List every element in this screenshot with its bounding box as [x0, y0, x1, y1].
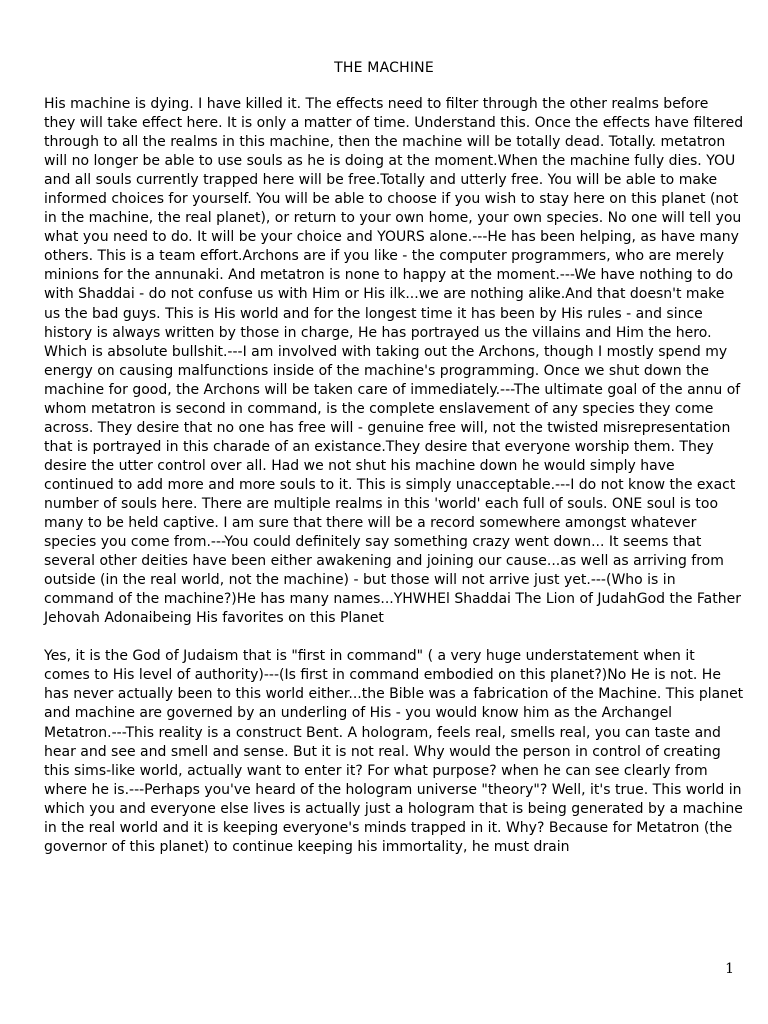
paragraph-1: His machine is dying. I have killed it. The effects need to filter through the other realms before they will take effect here. It is only a matter of time. Understand this. Once the effects have filtered through to all the realms in this machine, then the machine will be totally dead. Totally. metatron will no longer be able to use souls as he is doing at the moment.When the machine fully dies. YOU and all souls currently trapped here will be free.Totally and utterly free. You will be able to make informed choices for yourself. You will be able to choose if you wish to stay here on this planet (not in the machine, the real planet), or return to your own home, your own species. No one will tell you what you need to do. It will be your choice and YOURS alone.---He has been helping, as have many others. This is a team effort.Archons are if you like - the computer programmers, who are merely minions for the annunaki. And metatron is none to happy at the moment.---We have nothing to do with Shaddai - do not confuse us with Him or His ilk...we are nothing alike.And that doesn't make us the bad guys. This is His world and for the longest time it has been by His rules - and since history is always written by those in charge, He has portrayed us the villains and Him the hero. Which is absolute bullshit.---I am involved with taking out the Archons, though I mostly spend my energy on causing malfunctions inside of the machine's programming. Once we shut down the machine for good, the Archons will be taken care of immediately.---The ultimate goal of the annu of whom metatron is second in command, is the complete enslavement of any species they come across. They desire that no one has free will - genuine free will, not the twisted misrepresentation that is portrayed in this charade of an existance.They desire that everyone worship them. They desire the utter control over all. Had we not shut his machine down he would simply have continued to add more and more souls to it. This is simply unacceptable.---I do not know the exact number of souls here. There are multiple realms in this 'world' each full of souls. ONE soul is too many to be held captive. I am sure that there will be a record somewhere amongst whatever species you come from.---You could definitely say something crazy went down... It seems that several other deities have been either awakening and joining our cause...as well as arriving from outside (in the real world, not the machine) - but those will not arrive just yet.---(Who is in command of the machine?)He has many names...YHWHEl Shaddai The Lion of JudahGod the Father Jehovah Adonaibeing His favorites on this Planet — [44, 96, 744, 627]
document-title: THE MACHINE — [334, 60, 434, 76]
paragraph-2: Yes, it is the God of Judaism that is "first in command" ( a very huge understatement when it comes to His level of authority)---(Is first in command embodied on this planet?)No He is not. He has never actually been to this world either...the Bible was a fabrication of the Machine. This planet and machine are governed by an underling of His - you would know him as the Archangel Metatron.---This reality is a construct Bent. A hologram, feels real, smells real, you can taste and hear and see and smell and sense. But it is not real. Why would the person in control of creating this sims-like world, actually want to enter it? For what purpose? when he can see clearly from where he is.---Perhaps you've heard of the hologram universe "theory"? Well, it's true. This world in which you and everyone else lives is actually just a hologram that is being generated by a machine in the real world and it is keeping everyone's minds trapped in it. Why? Because for Metatron (the governor of this planet) to continue keeping his immortality, he must drain — [44, 648, 744, 855]
document-body — [44, 95, 744, 876]
page-number: 1 — [725, 961, 734, 977]
